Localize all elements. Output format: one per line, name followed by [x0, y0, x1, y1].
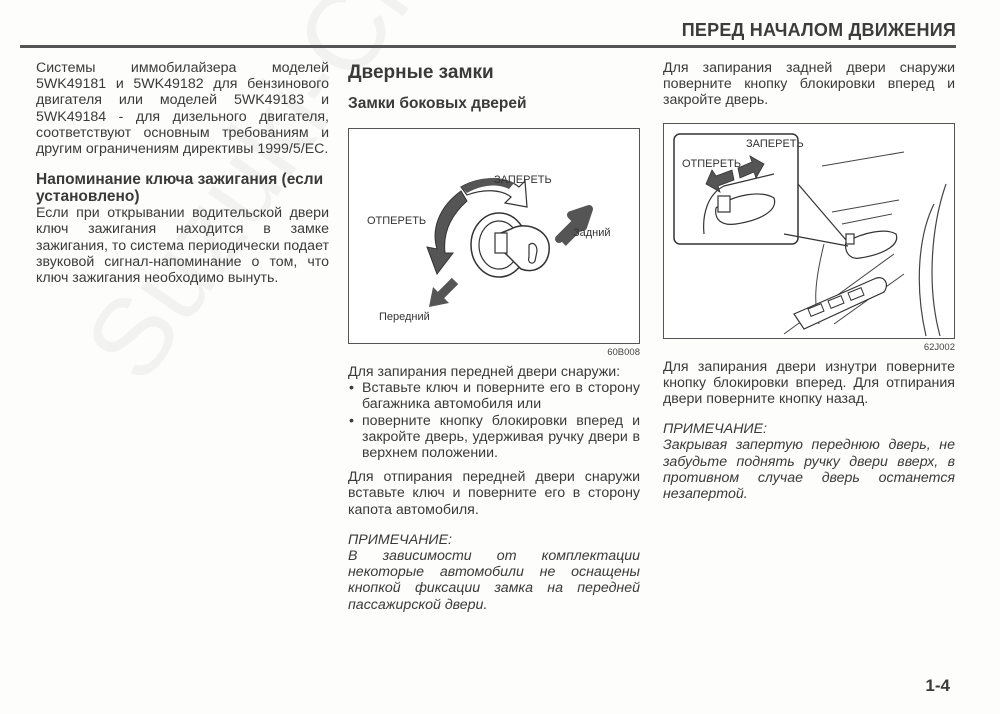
door-locks-heading: Дверные замки: [348, 62, 494, 83]
reminder-paragraph: Если при открывании водительской двери ключ зажигания находится в замке зажигания, то система периодически подает звуковой сигнал-напоминание о том, что ключ зажигания необходимо вынуть.: [36, 205, 329, 287]
figure-code: 60B008: [607, 347, 640, 358]
header-divider: [20, 45, 956, 48]
note-body: В зависимости от комплектации некоторые автомобили не оснащены кнопкой фиксации замка на передней пассажирской двери.: [348, 548, 640, 613]
callout-box: [674, 134, 798, 244]
list-item: • поверните кнопку блокировки вперед и закройте дверь, удерживая ручку двери в верхнем положении.: [348, 413, 640, 462]
list-item: • Вставьте ключ и поверните его в сторону багажника автомобиля или: [348, 380, 640, 412]
note-title: ПРИМЕЧАНИЕ:: [663, 421, 767, 438]
section-title: ПЕРЕД НАЧАЛОМ ДВИЖЕНИЯ: [681, 20, 956, 40]
unlock-front-paragraph: Для отпирания передней двери снаружи вставьте ключ и поверните его в сторону капота автомобиля.: [348, 469, 640, 518]
lock-label: ЗАПЕРЕТЬ: [494, 174, 552, 186]
lock-rear-paragraph: Для запирания задней двери снаружи поверните кнопку блокировки вперед и закройте дверь.: [663, 60, 955, 109]
rear-label: Задний: [573, 227, 611, 239]
figure-code: 62J002: [923, 341, 955, 353]
reminder-heading: Напоминание ключа зажигания (если установлено): [36, 171, 324, 206]
unlock-label: ОТПЕРЕТЬ: [682, 157, 742, 170]
lock-front-intro: Для запирания передней двери снаружи:: [348, 364, 621, 380]
note-body: Закрывая запертую переднюю дверь, не забудьте поднять ручку двери вверх, в противном случае дверь останется незапертой.: [663, 437, 955, 503]
column-middle: [348, 60, 640, 613]
key-lock-figure: [348, 128, 640, 344]
column-left: [36, 60, 329, 286]
column-right: [663, 60, 955, 502]
unlock-label: ОТПЕРЕТЬ: [367, 215, 427, 227]
note-title: ПРИМЕЧАНИЕ:: [348, 531, 452, 548]
unlock-arrow-icon: [427, 191, 467, 274]
door-interior-illustration: [664, 124, 954, 338]
front-arrow-icon: [439, 281, 455, 297]
side-door-locks-subheading: Замки боковых дверей: [348, 95, 527, 112]
lock-label: ЗАПЕРЕТЬ: [746, 137, 804, 150]
inside-lock-paragraph: Для запирания двери изнутри поверните кнопку блокировки вперед. Для отпирания двери поверните кнопку назад.: [663, 358, 955, 408]
front-label: Передний: [379, 311, 430, 323]
lock-front-steps: [348, 380, 640, 461]
lock-knob-icon: [846, 234, 854, 244]
immobilizer-paragraph: Системы иммобилайзера моделей 5WK49181 и 5WK49182 для бензинового двигателя или моделей 5WK49183 и 5WK49184 - для дизельного двигателя, соответствуют основным требованиям и другим ограничениям директивы 1999/5/ЕС.: [36, 60, 329, 158]
page-number: 1-4: [925, 676, 950, 695]
door-interior-figure: [663, 123, 955, 339]
